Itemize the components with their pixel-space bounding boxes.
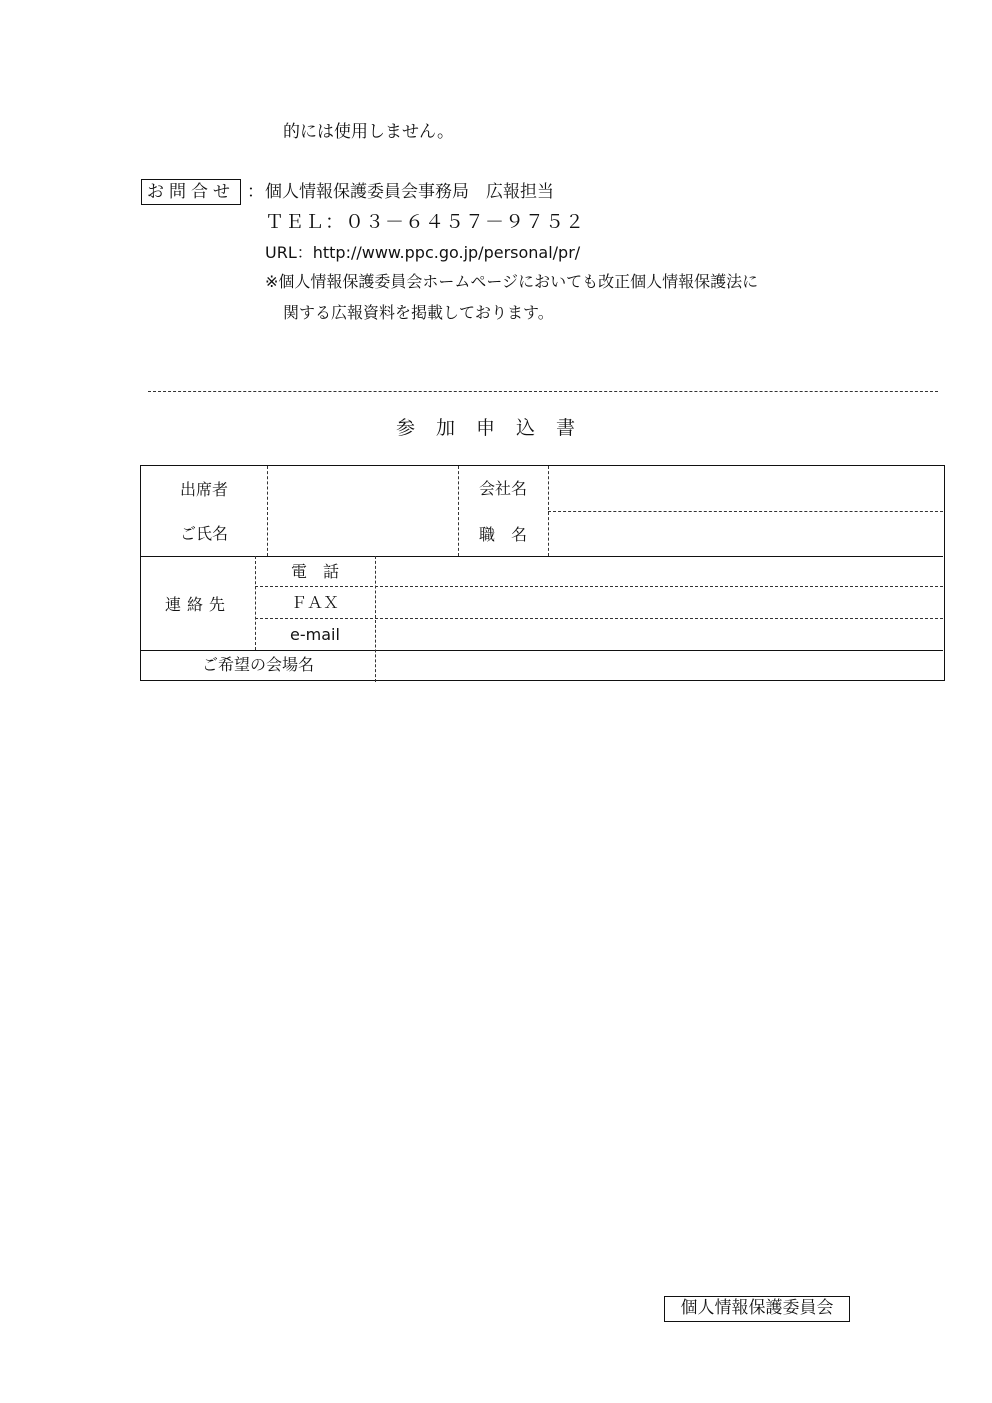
venue-label: ご希望の会場名	[201, 655, 314, 674]
intro-tail-text: 的には使用しません。	[283, 122, 455, 142]
venue-field[interactable]	[376, 651, 943, 679]
fax-label: ＦＡＸ	[290, 593, 339, 612]
footer-organization: 個人情報保護委員会	[664, 1296, 850, 1322]
attendee-label-1: 出席者	[179, 480, 228, 499]
contact-label: お問合せ	[141, 179, 241, 205]
position-field[interactable]	[549, 512, 943, 556]
contact-url: URL：http://www.ppc.go.jp/personal/pr/	[265, 243, 581, 262]
contact-info-label: 連絡先	[164, 595, 231, 614]
attendee-name-field[interactable]	[268, 466, 458, 556]
application-form-table	[140, 465, 945, 681]
phone-label: 電 話	[290, 562, 339, 581]
contact-office: 個人情報保護委員会事務局 広報担当	[265, 182, 554, 202]
company-label: 会社名	[478, 479, 527, 498]
contact-note-line1: ※個人情報保護委員会ホームページにおいても改正個人情報保護法に	[265, 272, 759, 291]
email-field[interactable]	[376, 619, 943, 650]
position-label: 職 名	[478, 525, 527, 544]
email-label: e-mail	[290, 625, 340, 644]
contact-tel: ＴＥＬ：０３－６４５７－９７５２	[265, 211, 586, 233]
contact-colon: ：	[247, 182, 264, 202]
contact-note-line2: 関する広報資料を掲載しております。	[283, 303, 554, 322]
fax-field[interactable]	[376, 587, 943, 618]
cut-line-divider	[148, 391, 938, 392]
phone-field[interactable]	[376, 557, 943, 586]
form-title: 参加申込書	[395, 417, 596, 439]
company-name-field[interactable]	[549, 466, 943, 511]
attendee-label-2: ご氏名	[179, 524, 228, 543]
